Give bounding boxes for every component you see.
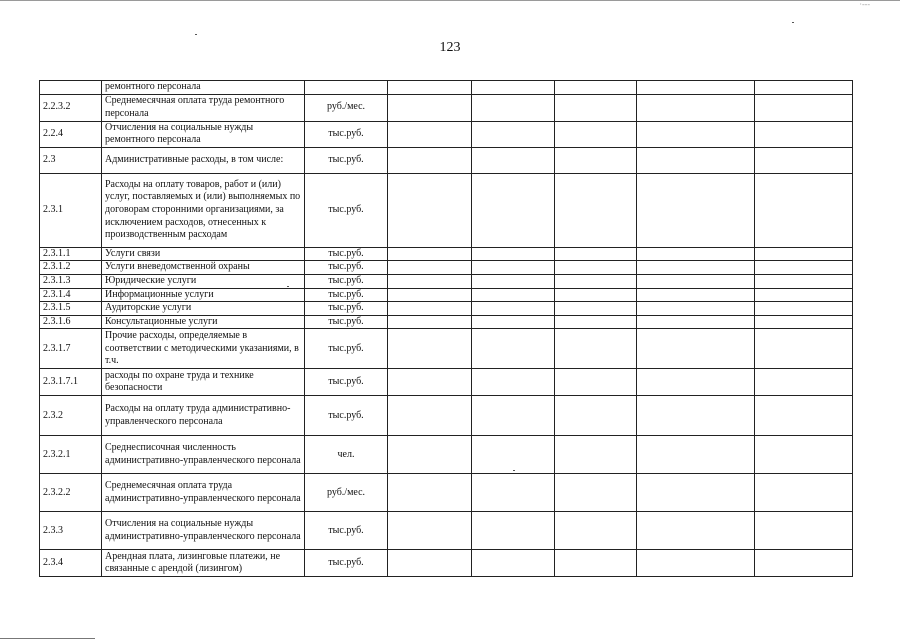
value-cell [755,121,853,147]
row-unit: тыс.руб. [305,121,388,147]
table-row [40,302,853,316]
value-cell [755,474,853,512]
value-cell [555,550,637,577]
value-cell [555,396,637,436]
row-name: Среднемесячная оплата труда административно-управленческого персонала [102,474,305,512]
value-cell [388,396,472,436]
value-cell [472,369,555,396]
value-cell [472,81,555,95]
value-cell [637,302,755,316]
row-unit: тыс.руб. [305,550,388,577]
scan-speck [287,286,289,287]
value-cell [472,396,555,436]
value-cell [755,274,853,288]
table-row [40,512,853,550]
table-row [40,550,853,577]
table-row [40,81,853,95]
row-code: 2.2.4 [40,121,102,147]
row-name: Отчисления на социальные нужды ремонтного персонала [102,121,305,147]
value-cell [388,261,472,275]
value-cell [472,550,555,577]
row-unit: тыс.руб. [305,261,388,275]
value-cell [388,550,472,577]
row-unit: тыс.руб. [305,288,388,302]
value-cell [637,329,755,369]
row-code: 2.3.3 [40,512,102,550]
row-code: 2.3.2.2 [40,474,102,512]
value-cell [637,147,755,173]
value-cell [637,512,755,550]
table-row [40,261,853,275]
row-name: расходы по охране труда и технике безопасности [102,369,305,396]
top-edge-line [0,0,900,1]
value-cell [637,436,755,474]
value-cell [555,512,637,550]
row-code: 2.3.1.3 [40,274,102,288]
value-cell [637,173,755,247]
table-row [40,147,853,173]
value-cell [472,274,555,288]
value-cell [472,329,555,369]
value-cell [555,474,637,512]
row-code: 2.3.1 [40,173,102,247]
value-cell [388,302,472,316]
value-cell [388,436,472,474]
value-cell [755,369,853,396]
value-cell [637,369,755,396]
row-code: 2.3 [40,147,102,173]
table-row [40,247,853,261]
row-name: Информационные услуги [102,288,305,302]
value-cell [472,315,555,329]
row-unit: тыс.руб. [305,247,388,261]
row-unit: тыс.руб. [305,512,388,550]
table-row [40,436,853,474]
row-name: Услуги связи [102,247,305,261]
value-cell [472,474,555,512]
table-row [40,315,853,329]
value-cell [472,302,555,316]
value-cell [388,315,472,329]
value-cell [555,274,637,288]
row-code: 2.3.1.1 [40,247,102,261]
value-cell [388,94,472,121]
value-cell [755,512,853,550]
value-cell [555,261,637,275]
table-row [40,369,853,396]
value-cell [388,247,472,261]
value-cell [388,147,472,173]
row-name: Юридические услуги [102,274,305,288]
value-cell [555,94,637,121]
value-cell [755,315,853,329]
bottom-edge-line [0,638,95,639]
table-row [40,396,853,436]
row-unit: тыс.руб. [305,147,388,173]
table-row [40,329,853,369]
value-cell [755,436,853,474]
row-name: Расходы на оплату труда административно-управленческого персонала [102,396,305,436]
value-cell [555,147,637,173]
value-cell [555,121,637,147]
row-name: ремонтного персонала [102,81,305,95]
value-cell [755,329,853,369]
table-row [40,173,853,247]
row-code [40,81,102,95]
row-unit: тыс.руб. [305,329,388,369]
value-cell [472,94,555,121]
value-cell [472,147,555,173]
row-unit [305,81,388,95]
row-code: 2.3.1.7.1 [40,369,102,396]
row-code: 2.3.1.4 [40,288,102,302]
row-code: 2.3.2.1 [40,436,102,474]
value-cell [637,94,755,121]
value-cell [555,81,637,95]
row-code: 2.3.1.2 [40,261,102,275]
value-cell [555,315,637,329]
value-cell [755,147,853,173]
row-name: Административные расходы, в том числе: [102,147,305,173]
value-cell [555,247,637,261]
value-cell [555,288,637,302]
value-cell [388,173,472,247]
value-cell [555,369,637,396]
row-name: Отчисления на социальные нужды административно-управленческого персонала [102,512,305,550]
value-cell [388,274,472,288]
value-cell [472,121,555,147]
value-cell [755,261,853,275]
row-name: Расходы на оплату товаров, работ и (или) услуг, поставляемых и (или) выполняемых по договорам сторонними организациями, за исключением расходов, отнесенных к производственным расходам [102,173,305,247]
row-code: 2.3.1.6 [40,315,102,329]
value-cell [472,247,555,261]
row-unit: руб./мес. [305,474,388,512]
value-cell [637,474,755,512]
row-code: 2.3.1.5 [40,302,102,316]
row-unit: тыс.руб. [305,302,388,316]
row-code: 2.3.2 [40,396,102,436]
row-unit: тыс.руб. [305,274,388,288]
value-cell [637,315,755,329]
row-unit: тыс.руб. [305,396,388,436]
row-name: Среднесписочная численность административно-управленческого персонала [102,436,305,474]
value-cell [555,302,637,316]
value-cell [472,173,555,247]
value-cell [755,81,853,95]
row-code: 2.2.3.2 [40,94,102,121]
scan-artifact: ·‐‐‐ [859,0,870,9]
value-cell [755,302,853,316]
table-row [40,121,853,147]
value-cell [388,329,472,369]
table-row [40,474,853,512]
value-cell [472,261,555,275]
row-unit: чел. [305,436,388,474]
row-name: Консультационные услуги [102,315,305,329]
row-name: Среднемесячная оплата труда ремонтного персонала [102,94,305,121]
value-cell [755,247,853,261]
value-cell [755,173,853,247]
value-cell [637,288,755,302]
value-cell [388,288,472,302]
table-row [40,274,853,288]
value-cell [388,121,472,147]
budget-table [39,80,853,577]
value-cell [637,247,755,261]
scan-speck [513,470,515,471]
value-cell [472,436,555,474]
value-cell [755,94,853,121]
value-cell [637,396,755,436]
value-cell [555,436,637,474]
table-row [40,288,853,302]
value-cell [555,173,637,247]
value-cell [388,369,472,396]
row-unit: тыс.руб. [305,315,388,329]
value-cell [637,261,755,275]
row-name: Услуги вневедомственной охраны [102,261,305,275]
row-unit: тыс.руб. [305,369,388,396]
value-cell [755,288,853,302]
value-cell [637,121,755,147]
value-cell [388,512,472,550]
value-cell [755,550,853,577]
value-cell [388,81,472,95]
value-cell [472,288,555,302]
row-code: 2.3.4 [40,550,102,577]
value-cell [755,396,853,436]
value-cell [472,512,555,550]
scan-speck [195,34,197,35]
row-name: Прочие расходы, определяемые в соответствии с методическими указаниями, в т.ч. [102,329,305,369]
row-name: Аудиторские услуги [102,302,305,316]
row-code: 2.3.1.7 [40,329,102,369]
page-number: 123 [439,40,461,55]
scan-speck [792,22,794,23]
value-cell [637,550,755,577]
value-cell [555,329,637,369]
value-cell [637,81,755,95]
value-cell [388,474,472,512]
row-unit: руб./мес. [305,94,388,121]
table-row [40,94,853,121]
value-cell [637,274,755,288]
row-unit: тыс.руб. [305,173,388,247]
row-name: Арендная плата, лизинговые платежи, не связанные с арендой (лизингом) [102,550,305,577]
